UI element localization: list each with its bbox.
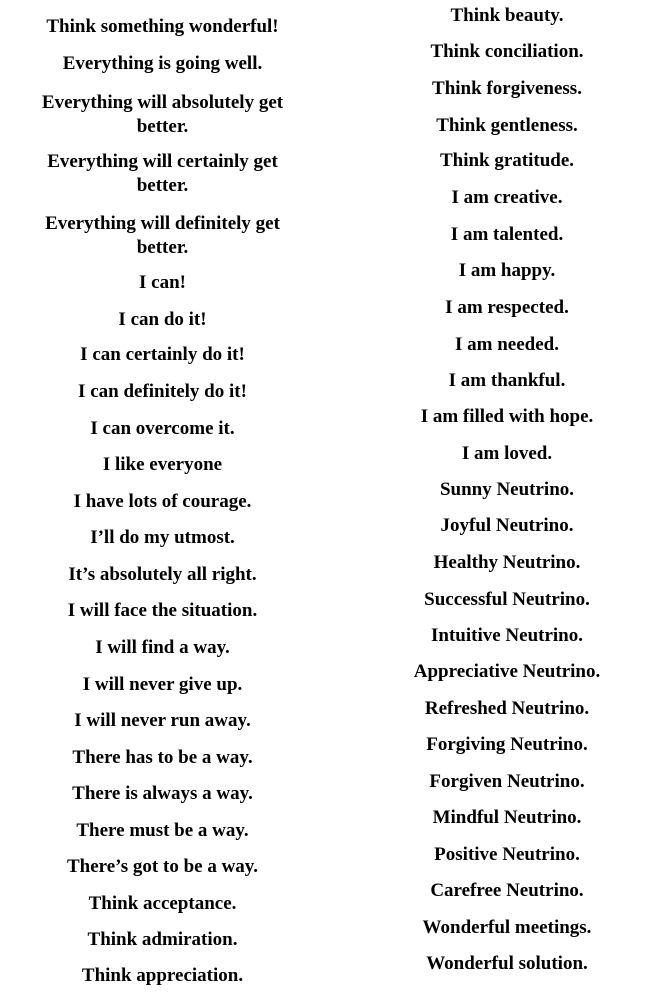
affirmation-line: I can definitely do it! [78, 381, 247, 402]
affirmation-line: I can overcome it. [90, 418, 235, 439]
affirmation-line: Wonderful solution. [426, 953, 588, 974]
affirmation-line: I will face the situation. [67, 600, 258, 621]
affirmation-line: Think forgiveness. [432, 78, 582, 99]
affirmation-line: Successful Neutrino. [424, 589, 590, 610]
affirmation-line: I am respected. [445, 297, 569, 318]
affirmation-line: Everything will certainly get better. [47, 151, 278, 196]
affirmation-line: Think appreciation. [81, 965, 244, 986]
affirmation-line: Everything will definitely get better. [45, 213, 280, 258]
affirmation-line: I can do it! [118, 309, 207, 330]
affirmation-line: Forgiven Neutrino. [429, 771, 585, 792]
affirmation-line: Wonderful meetings. [422, 917, 592, 938]
affirmation-line: Healthy Neutrino. [433, 552, 581, 573]
affirmation-line: Everything is going well. [62, 53, 263, 74]
affirmation-line: There’s got to be a way. [66, 856, 259, 877]
affirmation-line: I am happy. [458, 260, 556, 281]
affirmation-line: Forgiving Neutrino. [426, 734, 588, 755]
affirmation-line: Think admiration. [87, 929, 238, 950]
affirmation-line: There has to be a way. [72, 747, 253, 768]
affirmation-line: Intuitive Neutrino. [431, 625, 583, 646]
affirmation-line: I have lots of courage. [73, 491, 252, 512]
affirmation-line: Refreshed Neutrino. [424, 698, 590, 719]
affirmation-line: I’ll do my utmost. [90, 527, 235, 548]
affirmation-line: I am thankful. [448, 370, 566, 391]
affirmation-line: I am creative. [451, 187, 563, 208]
affirmation-line: Mindful Neutrino. [432, 807, 582, 828]
affirmation-line: Think something wonderful! [46, 16, 279, 37]
affirmation-line: I am loved. [461, 443, 553, 464]
affirmation-line: I am talented. [450, 224, 564, 245]
affirmation-line: I can certainly do it! [80, 344, 245, 365]
affirmation-line: Positive Neutrino. [434, 844, 580, 865]
affirmation-line: I will never run away. [74, 710, 251, 731]
affirmation-line: I like everyone [102, 454, 223, 475]
affirmation-line: Joyful Neutrino. [440, 515, 574, 536]
affirmation-line: It’s absolutely all right. [68, 564, 257, 585]
affirmation-line: There is always a way. [72, 783, 253, 804]
affirmation-line: Think beauty. [450, 5, 564, 26]
affirmation-line: Appreciative Neutrino. [413, 661, 601, 682]
affirmation-line: I will find a way. [95, 637, 230, 658]
affirmation-line: I will never give up. [82, 674, 243, 695]
affirmation-line: Think gratitude. [439, 150, 575, 171]
affirmation-line: I am needed. [455, 334, 559, 355]
affirmation-line: There must be a way. [76, 820, 249, 841]
affirmation-line: Think gentleness. [436, 115, 578, 136]
affirmation-line: Think conciliation. [430, 41, 584, 62]
affirmation-line: Sunny Neutrino. [439, 479, 575, 500]
affirmation-line: Think acceptance. [88, 893, 237, 914]
affirmation-line: Carefree Neutrino. [430, 880, 584, 901]
affirmation-line: I am filled with hope. [420, 406, 594, 427]
affirmation-line: Everything will absolutely get better. [41, 92, 284, 137]
affirmation-line: I can! [139, 272, 186, 293]
